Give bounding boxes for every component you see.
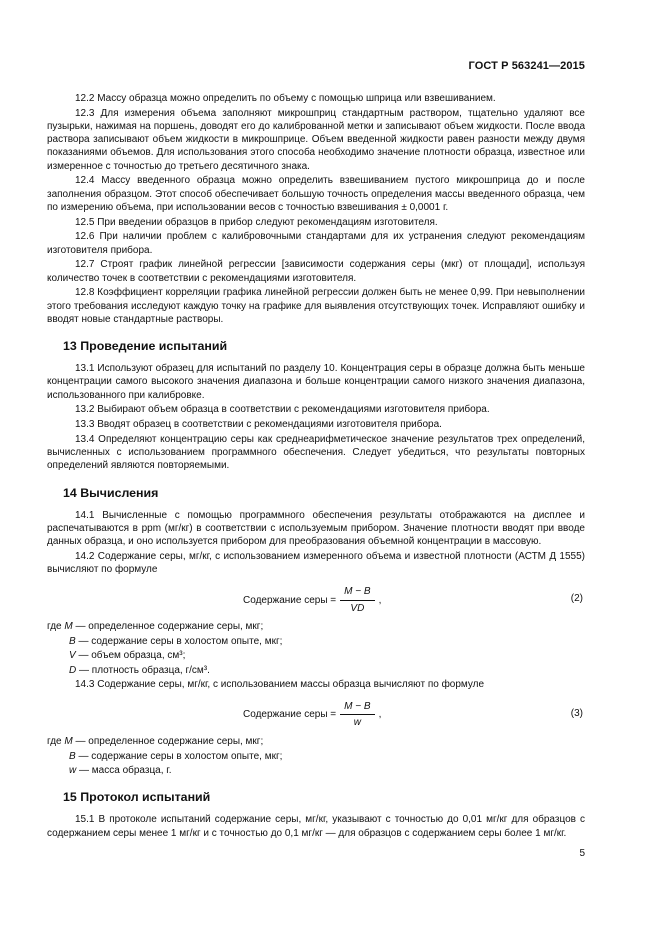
formula-3-number: (3) [570,708,583,720]
paragraph-12-6: 12.6 При наличии проблем с калибровочными стандартами для их устранения следуют рекомендациям изготовителя прибора. [47,231,585,256]
formula-3-legend [47,735,585,777]
legend-row [47,750,585,763]
legend-row [47,620,585,633]
formula-3-tail: , [378,709,382,721]
document-body [47,92,585,841]
formula-3-lhs: Содержание серы = [243,709,337,721]
paragraph-13-4: 13.4 Определяют концентрацию серы как среднеарифметическое значение результатов трех определений, вычисленных с использованием программного обеспечения. Следует убедиться, что результаты повторных определений являются повторяемыми. [47,434,585,472]
legend-symbol: D [69,664,77,676]
paragraph-14-1: 14.1 Вычисленные с помощью программного обеспечения результаты отображаются на дисплее и распечатываются в ppm (мг/кг) в соответствии с используемым прибором. Значение плотности вводят при вводе данных образца, и оно используется прибором для преобразования объемной концентрации в массовую. [47,509,585,548]
formula-3-numerator: M − B [340,700,374,715]
paragraph-15-1: 15.1 В протоколе испытаний содержание серы, мг/кг, указывают с точностью до 0,01 мг/кг для образцов с содержанием серы менее 1 мг/кг и с точностью до 0,1 мг/кг — для образцов с содержанием серы более 1 мг/кг. [47,814,585,839]
legend-symbol: B [69,635,76,647]
legend-text: — содержание серы в холостом опыте, мкг; [78,750,283,762]
formula-3 [47,697,585,731]
paragraph-12-8: 12.8 Коэффициент корреляции графика линейной регрессии должен быть не менее 0,99. При невыполнении этого требования исследуют каждую точку на графике для выявления отсутствующих точек. Исправляют ошибку и вводят новые стандартные растворы. [47,287,585,325]
legend-row [47,764,585,777]
formula-2-lhs: Содержание серы = [243,594,337,606]
formula-2-fraction [340,585,374,614]
paragraph-14-2: 14.2 Содержание серы, мг/кг, с использованием измеренного объема и известной плотности (АСТМ Д 1555) вычисляют по формуле [47,551,585,576]
formula-2-number: (2) [570,593,583,605]
legend-symbol: M [64,621,73,633]
section-14-heading: 14 Вычисления [63,485,159,500]
legend-text: — содержание серы в холостом опыте, мкг; [78,635,283,647]
formula-2-tail: , [378,594,382,606]
section-15-heading: 15 Протокол испытаний [63,790,211,805]
formula-2-denominator: VD [350,602,365,614]
legend-symbol: w [69,764,77,776]
paragraph-12-3: 12.3 Для измерения объема заполняют микрошприц стандартным раствором, тщательно удаляют все пузырьки, нажимая на поршень, доводят его до калиброванной метки и записывают объем жидкости. После ввода раствора записывают объем жидкости в микрошприце. Объем введенной жидкости равен разности между двумя показаниями объемов. Для использования этого способа необходимо значение плотности образца, известное или измеренное с точностью до третьего десятичного знака. [47,107,585,172]
paragraph-13-2: 13.2 Выбирают объем образца в соответствии с рекомендациями изготовителя прибора. [75,404,490,416]
section-13-heading: 13 Проведение испытаний [63,339,228,354]
formula-2-legend [47,620,585,676]
legend-text: — определенное содержание серы, мкг; [75,736,264,748]
legend-row [47,635,585,648]
formula-3-denominator: w [353,717,361,729]
paragraph-13-1: 13.1 Используют образец для испытаний по разделу 10. Концентрация серы в образце должна быть меньше концентрации самого высокого значения диапазона и больше концентрации самого низкого значения диапазона, использованного при калибровке. [47,363,585,401]
legend-lead: где [47,736,62,748]
legend-row [47,664,585,677]
legend-text: — масса образца, г. [79,764,172,776]
paragraph-12-2: 12.2 Массу образца можно определить по объему с помощью шприца или взвешиванием. [75,93,496,104]
legend-row [47,735,585,748]
formula-3-fraction [340,700,374,729]
paragraph-12-4: 12.4 Массу введенного образца можно определить взвешиванием пустого микрошприца до и после заполнения образцом. Этот способ обеспечивает большую точность определения массы введенного образца, чем по измерению объема, при использовании весов с точностью взвешивания ± 0,0001 г. [47,175,585,213]
legend-row [47,649,585,662]
formula-2 [47,582,585,616]
legend-lead: где [47,621,62,633]
formula-2-numerator: M − B [340,585,374,600]
legend-text: — объем образца, см³; [78,650,186,662]
paragraph-12-7: 12.7 Строят график линейной регрессии [зависимости содержания серы (мкг) от площади], используя количество точек в соответствии с рекомендациями изготовителя. [47,259,585,284]
legend-text: — определенное содержание серы, мкг; [75,621,264,633]
paragraph-12-5: 12.5 При введении образцов в прибор следуют рекомендациям изготовителя. [75,216,438,228]
page-number: 5 [579,848,585,859]
standard-header: ГОСТ Р 563241—2015 [468,60,585,72]
legend-symbol: M [64,736,73,748]
legend-text: — плотность образца, г/см³. [79,664,210,676]
legend-symbol: B [69,750,76,762]
legend-symbol: V [69,650,76,662]
paragraph-14-3: 14.3 Содержание серы, мг/кг, с использованием массы образца вычисляют по формуле [75,679,485,690]
paragraph-13-3: 13.3 Вводят образец в соответствии с рекомендациями изготовителя прибора. [75,419,442,431]
